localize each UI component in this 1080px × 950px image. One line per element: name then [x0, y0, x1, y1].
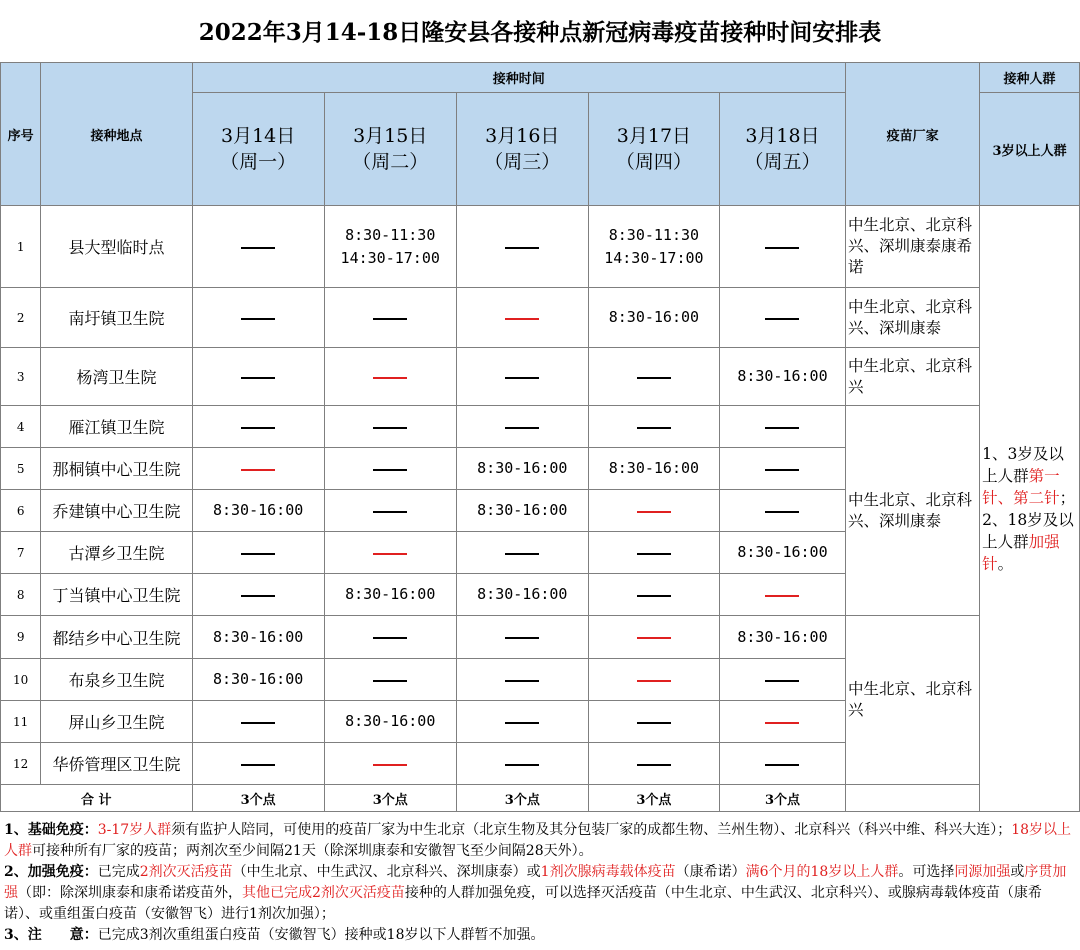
time-cell	[192, 206, 324, 288]
time-cell	[588, 288, 719, 348]
time-cell	[192, 406, 324, 448]
time-slot: 8:30-16:00	[212, 501, 304, 519]
crowd-note-cell	[980, 206, 1080, 812]
time-cell	[588, 206, 719, 288]
time-cell	[719, 659, 845, 701]
header-date-label: 3月16日	[485, 125, 560, 147]
time-cell	[456, 743, 588, 785]
time-slot: 8:30-11:30	[608, 225, 700, 244]
time-cell	[588, 659, 719, 701]
no-service-dash	[637, 764, 671, 766]
no-service-dash	[373, 680, 407, 682]
no-service-dash	[637, 595, 671, 597]
no-service-dash	[637, 377, 671, 379]
header-date-label: 3月14日	[220, 125, 296, 147]
table-row	[1, 288, 1080, 348]
time-slot: 8:30-16:00	[737, 367, 828, 385]
note-heading: 2、加强免疫：	[4, 864, 98, 880]
header-site: 接种地点	[41, 63, 192, 206]
no-service-dash-red	[637, 511, 671, 513]
no-service-dash	[373, 427, 407, 429]
time-cell	[588, 448, 719, 490]
time-cell	[192, 532, 324, 574]
time-cell	[192, 701, 324, 743]
row-site: 都结乡中心卫生院	[41, 616, 192, 659]
note-text: （康希诺）	[675, 864, 746, 880]
time-cell	[588, 532, 719, 574]
no-service-dash-red	[241, 469, 275, 471]
note-text: 已完成3剂次重组蛋白疫苗（安徽智飞）接种或18岁以下人群暂不加强。	[97, 927, 545, 943]
no-service-dash	[765, 469, 799, 471]
time-cell	[719, 288, 845, 348]
row-seq: 6	[1, 490, 41, 532]
row-site: 布泉乡卫生院	[41, 659, 192, 701]
no-service-dash	[505, 247, 539, 249]
time-cell	[588, 743, 719, 785]
row-site: 屏山乡卫生院	[41, 701, 192, 743]
summary-row	[1, 785, 1080, 812]
row-site: 古潭乡卫生院	[41, 532, 192, 574]
no-service-dash	[505, 377, 539, 379]
no-service-dash	[637, 722, 671, 724]
time-cell	[324, 574, 456, 616]
no-service-dash	[241, 377, 275, 379]
time-cell	[456, 616, 588, 659]
time-cell	[192, 490, 324, 532]
time-cell	[324, 206, 456, 288]
table-row	[1, 206, 1080, 288]
no-service-dash-red	[637, 637, 671, 639]
time-cell	[588, 406, 719, 448]
note-text: 可接种所有厂家的疫苗；两剂次至少间隔21天（除深圳康泰和安徽智飞至少间隔28天外）。	[32, 843, 593, 859]
time-cell	[192, 288, 324, 348]
row-seq: 9	[1, 616, 41, 659]
manufacturer-cell: 中生北京、北京科兴、深圳康泰	[846, 288, 980, 348]
no-service-dash	[241, 427, 275, 429]
header-crowd-sub: 3岁以上人群	[980, 93, 1080, 206]
time-cell	[719, 406, 845, 448]
time-slot: 8:30-16:00	[212, 627, 304, 646]
summary-blank	[846, 785, 980, 812]
time-slot: 8:30-16:00	[477, 585, 568, 603]
time-cell	[324, 616, 456, 659]
header-date-5	[719, 93, 845, 206]
time-cell	[192, 743, 324, 785]
header-seq: 序号	[1, 63, 41, 206]
time-cell	[456, 406, 588, 448]
no-service-dash	[765, 247, 799, 249]
note-text: 序贯加强	[4, 864, 1067, 901]
no-service-dash	[637, 553, 671, 555]
time-cell	[719, 743, 845, 785]
row-seq: 5	[1, 448, 41, 490]
time-cell	[324, 448, 456, 490]
no-service-dash	[765, 764, 799, 766]
manufacturer-cell: 中生北京、北京科兴、深圳康泰	[846, 406, 980, 616]
note-text: 2剂次灭活疫苗	[139, 864, 233, 880]
manufacturer-cell: 中生北京、北京科兴	[846, 348, 980, 406]
time-cell	[719, 206, 845, 288]
time-slot: 8:30-16:00	[477, 459, 568, 477]
summary-count: 3个点	[719, 785, 845, 812]
page-title: 2022年3月14-18日隆安县各接种点新冠病毒疫苗接种时间安排表	[0, 0, 1080, 63]
no-service-dash	[373, 318, 407, 320]
time-cell	[324, 406, 456, 448]
time-slot: 8:30-11:30	[345, 225, 436, 244]
time-cell	[324, 532, 456, 574]
row-site: 那桐镇中心卫生院	[41, 448, 192, 490]
row-site: 雁江镇卫生院	[41, 406, 192, 448]
note-heading: 3、注 意：	[4, 927, 98, 943]
schedule-table	[0, 62, 1080, 812]
crowd-note-segment: 加强针	[982, 532, 1060, 573]
time-cell	[456, 288, 588, 348]
row-seq: 10	[1, 659, 41, 701]
time-cell	[719, 616, 845, 659]
header-manufacturer: 疫苗厂家	[846, 63, 980, 206]
time-cell	[456, 348, 588, 406]
no-service-dash-red	[505, 318, 539, 320]
time-cell	[192, 659, 324, 701]
no-service-dash	[505, 553, 539, 555]
header-date-4	[588, 93, 719, 206]
time-cell	[588, 701, 719, 743]
no-service-dash	[241, 553, 275, 555]
no-service-dash-red	[765, 722, 799, 724]
time-slot: 8:30-16:00	[477, 501, 568, 519]
time-cell	[456, 574, 588, 616]
time-cell	[719, 701, 845, 743]
summary-count: 3个点	[456, 785, 588, 812]
time-cell	[456, 206, 588, 288]
header-weekday-label: （周一）	[220, 151, 297, 173]
row-site: 杨湾卫生院	[41, 348, 192, 406]
time-cell	[456, 448, 588, 490]
row-seq: 4	[1, 406, 41, 448]
no-service-dash	[373, 511, 407, 513]
no-service-dash	[505, 722, 539, 724]
note-text: 满6个月的18岁以上人群	[745, 864, 899, 880]
time-cell	[324, 288, 456, 348]
time-cell	[324, 743, 456, 785]
header-weekday-label: （周二）	[352, 151, 429, 173]
no-service-dash	[765, 511, 799, 513]
manufacturer-cell: 中生北京、北京科兴	[846, 616, 980, 785]
crowd-note-segment: 。	[997, 554, 1014, 573]
header-date-label: 3月17日	[616, 125, 692, 147]
no-service-dash	[505, 427, 539, 429]
note-text: 其他已完成2剂次灭活疫苗	[242, 885, 405, 901]
time-slot: 14:30-17:00	[340, 248, 440, 267]
row-site: 县大型临时点	[41, 206, 192, 288]
summary-count: 3个点	[324, 785, 456, 812]
note-text: 18岁以上人群	[4, 822, 1072, 859]
no-service-dash	[241, 318, 275, 320]
no-service-dash	[765, 680, 799, 682]
time-slot: 14:30-17:00	[604, 248, 704, 267]
time-cell	[324, 490, 456, 532]
time-cell	[192, 574, 324, 616]
header-crowd-group: 接种人群	[980, 63, 1080, 93]
time-cell	[456, 701, 588, 743]
time-slot: 8:30-16:00	[737, 543, 828, 561]
no-service-dash-red	[637, 680, 671, 682]
note-text: 或	[1010, 864, 1025, 880]
row-seq: 2	[1, 288, 41, 348]
crowd-note-segment: ；2、18岁及以上人群	[982, 488, 1076, 551]
time-cell	[456, 490, 588, 532]
time-cell	[456, 532, 588, 574]
note-text: 须有监护人陪同，可使用的疫苗厂家为中生北京（北京生物及其分包装厂家的成都生物、兰州生物）、北京科兴（科兴中维、科兴大连）；	[171, 822, 1012, 838]
time-cell	[588, 616, 719, 659]
summary-count: 3个点	[192, 785, 324, 812]
no-service-dash-red	[373, 553, 407, 555]
note-text: 接种的人群加强免疫，可以选择灭活疫苗（中生北京、中生武汉、北京科兴）、或腺病毒载体疫苗（康希诺）、或重组蛋白疫苗（安徽智飞）进行1剂次加强）；	[4, 885, 1042, 922]
time-slot: 8:30-16:00	[345, 712, 436, 730]
time-cell	[719, 490, 845, 532]
time-cell	[324, 701, 456, 743]
time-slot: 8:30-16:00	[345, 585, 436, 603]
no-service-dash	[241, 595, 275, 597]
row-seq: 7	[1, 532, 41, 574]
table-row	[1, 616, 1080, 659]
row-seq: 8	[1, 574, 41, 616]
time-cell	[719, 532, 845, 574]
row-site: 南圩镇卫生院	[41, 288, 192, 348]
no-service-dash-red	[373, 377, 407, 379]
manufacturer-cell: 中生北京、北京科兴、深圳康泰康希诺	[846, 206, 980, 288]
time-cell	[192, 448, 324, 490]
time-slot: 8:30-16:00	[212, 670, 304, 688]
header-date-3	[456, 93, 588, 206]
time-cell	[588, 490, 719, 532]
note-text: 同源加强	[954, 864, 1011, 880]
no-service-dash	[373, 637, 407, 639]
no-service-dash-red	[765, 595, 799, 597]
note-paragraph	[4, 862, 1076, 925]
row-site: 丁当镇中心卫生院	[41, 574, 192, 616]
time-slot: 8:30-16:00	[608, 308, 700, 326]
table-row	[1, 406, 1080, 448]
no-service-dash	[241, 764, 275, 766]
time-cell	[588, 574, 719, 616]
no-service-dash	[373, 469, 407, 471]
note-heading: 1、基础免疫：	[4, 822, 98, 838]
note-text: 1剂次腺病毒载体疫苗	[540, 864, 676, 880]
time-cell	[324, 348, 456, 406]
time-slot: 8:30-16:00	[737, 627, 828, 646]
header-date-2	[324, 93, 456, 206]
no-service-dash	[637, 427, 671, 429]
time-cell	[192, 616, 324, 659]
note-paragraph	[4, 820, 1076, 862]
header-date-label: 3月15日	[353, 125, 428, 147]
no-service-dash	[505, 637, 539, 639]
no-service-dash	[241, 247, 275, 249]
row-seq: 12	[1, 743, 41, 785]
header-weekday-label: （周五）	[744, 151, 821, 173]
table-row	[1, 348, 1080, 406]
summary-count: 3个点	[588, 785, 719, 812]
no-service-dash-red	[373, 764, 407, 766]
note-text: 。可选择	[898, 864, 955, 880]
summary-label: 合 计	[1, 785, 193, 812]
note-text: 已完成	[97, 864, 140, 880]
note-text: 3-17岁人群	[97, 822, 172, 838]
notes-section	[0, 812, 1080, 946]
time-cell	[719, 574, 845, 616]
no-service-dash	[765, 427, 799, 429]
time-cell	[456, 659, 588, 701]
header-weekday-label: （周四）	[615, 151, 692, 173]
header-time-group: 接种时间	[192, 63, 845, 93]
row-seq: 11	[1, 701, 41, 743]
row-site: 乔建镇中心卫生院	[41, 490, 192, 532]
time-slot: 8:30-16:00	[608, 459, 700, 477]
header-date-1	[192, 93, 324, 206]
no-service-dash	[765, 318, 799, 320]
row-seq: 1	[1, 206, 41, 288]
note-paragraph	[4, 925, 1076, 946]
time-cell	[719, 348, 845, 406]
row-seq: 3	[1, 348, 41, 406]
header-date-label: 3月18日	[745, 125, 820, 147]
time-cell	[324, 659, 456, 701]
no-service-dash	[241, 722, 275, 724]
time-cell	[588, 348, 719, 406]
note-text: （即：除深圳康泰和康希诺疫苗外，	[18, 885, 242, 901]
crowd-note-segment: 第一针、第二针	[982, 466, 1060, 507]
note-text: （中生北京、中生武汉、北京科兴、深圳康泰）或	[232, 864, 541, 880]
row-site: 华侨管理区卫生院	[41, 743, 192, 785]
crowd-note-segment: 1、3岁及以上人群	[982, 444, 1064, 485]
no-service-dash	[505, 680, 539, 682]
header-weekday-label: （周三）	[484, 151, 561, 173]
time-cell	[192, 348, 324, 406]
no-service-dash	[505, 764, 539, 766]
time-cell	[719, 448, 845, 490]
